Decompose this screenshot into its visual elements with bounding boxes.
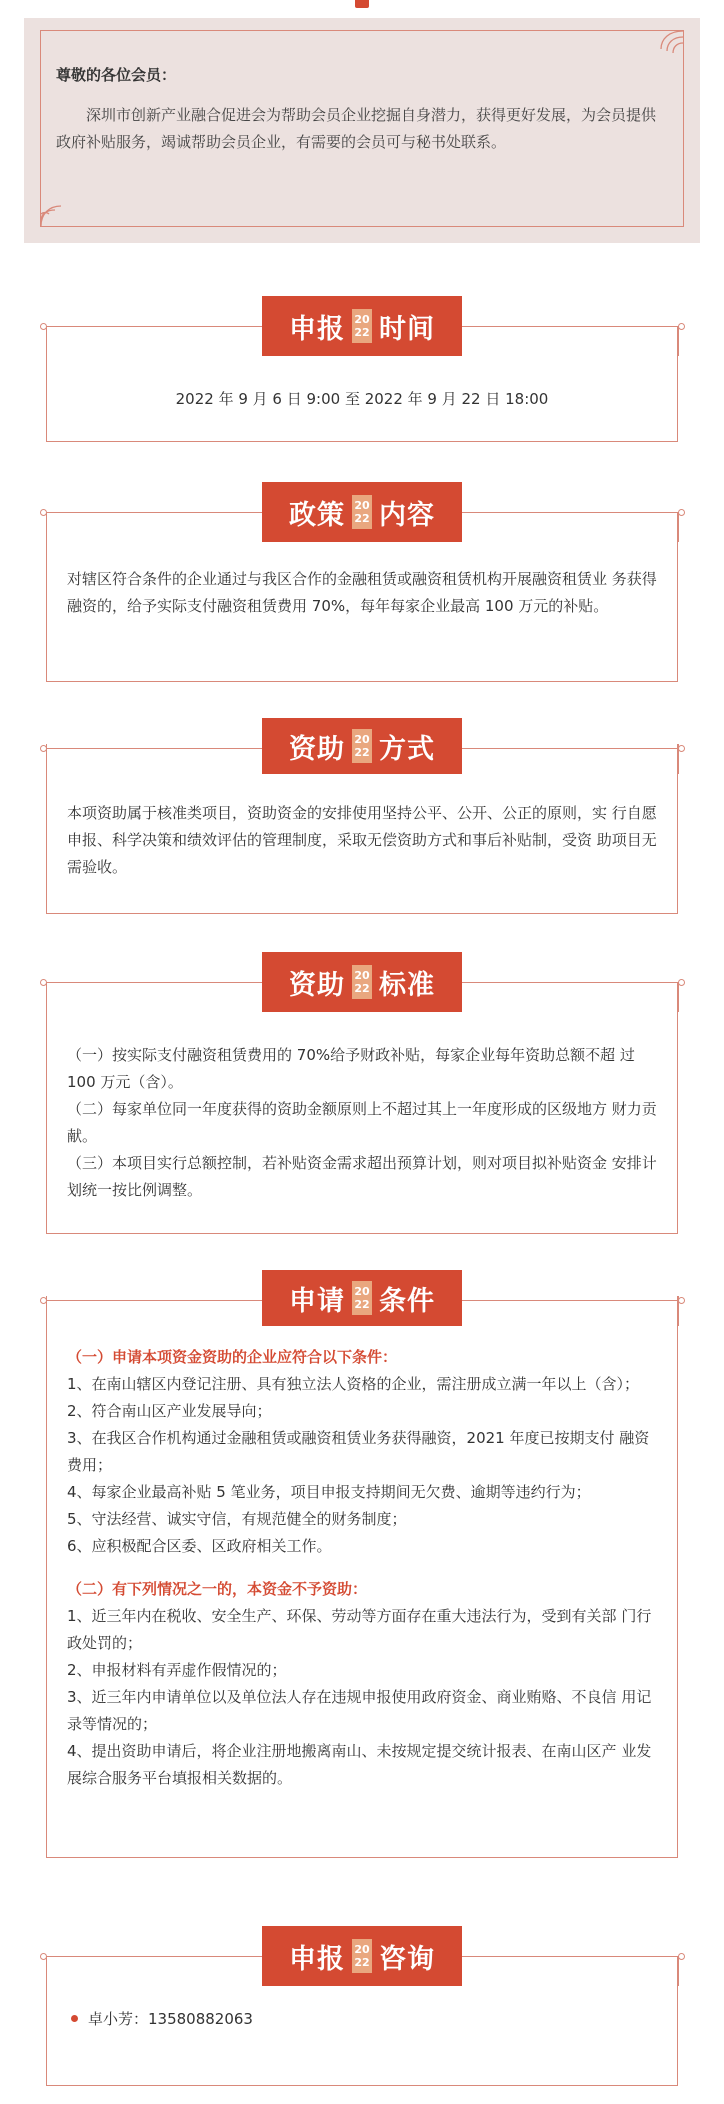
contact-text: 卓小芳：13580882063 xyxy=(88,2010,253,2028)
section-title-right: 标准 xyxy=(379,969,435,1001)
header-line xyxy=(462,326,678,327)
standard-item: （三）本项目实行总额控制，若补贴资金需求超出预算计划，则对项目拟补贴资金 安排计划统一按比例调整。 xyxy=(67,1154,657,1199)
header-line xyxy=(462,982,678,983)
apply-time-text: 2022 年 9 月 6 日 9:00 至 2022 年 9 月 22 日 18:00 xyxy=(175,390,549,408)
top-badge xyxy=(355,0,369,8)
section-title-left: 资助 xyxy=(289,969,345,1001)
year-tile: 20 22 xyxy=(352,965,372,999)
section-box xyxy=(46,1012,678,1234)
section-title-left: 申报 xyxy=(289,313,345,345)
method-text: 本项资助属于核准类项目，资助资金的安排使用坚持公平、公开、公正的原则，实 行自愿申报、科学决策和绩效评估的管理制度，采取无偿资助方式和事后补贴制，受资 助项目无需验收。 xyxy=(67,804,657,876)
condition-item: 4、每家企业最高补贴 5 笔业务，项目申报支持期间无欠费、逾期等违约行为； xyxy=(67,1483,591,1501)
header-line xyxy=(462,748,678,749)
condition-item: 4、提出资助申请后，将企业注册地搬离南山、未按规定提交统计报表、在南山区产 业发展综合服务平台填报相关数据的。 xyxy=(67,1742,652,1787)
conditions-group-title: （二）有下列情况之一的，本资金不予资助： xyxy=(67,1580,368,1598)
section-title-left: 申报 xyxy=(289,1943,345,1975)
header-dot-icon xyxy=(678,745,685,752)
section-box xyxy=(46,356,678,442)
header-dot-icon xyxy=(678,1297,685,1304)
year-tile: 20 22 xyxy=(352,309,372,343)
section-title-badge xyxy=(262,1926,462,1986)
condition-item: 3、在我区合作机构通过金融租赁或融资租赁业务获得融资，2021 年度已按期支付 融资费用； xyxy=(67,1429,650,1474)
conditions-group-title: （一）申请本项资金资助的企业应符合以下条件： xyxy=(67,1348,398,1366)
section-box xyxy=(46,774,678,914)
swirl-ornament-icon xyxy=(655,29,685,59)
year-tile: 20 22 xyxy=(352,1281,372,1315)
condition-item: 2、符合南山区产业发展导向； xyxy=(67,1402,272,1420)
section-title-left: 政策 xyxy=(289,499,345,531)
section-title-left: 申请 xyxy=(289,1285,345,1317)
header-line xyxy=(46,982,262,983)
swirl-ornament-icon xyxy=(39,198,69,228)
header-line xyxy=(46,512,262,513)
section-box xyxy=(46,542,678,682)
header-line xyxy=(462,512,678,513)
header-dot-icon xyxy=(678,323,685,330)
section-box xyxy=(46,1326,678,1858)
section-title-badge xyxy=(262,1270,462,1326)
header-line xyxy=(46,1300,262,1301)
section-title-badge xyxy=(262,718,462,774)
bullet-dot-icon xyxy=(71,2015,78,2022)
section-title-left: 资助 xyxy=(289,733,345,765)
section-box xyxy=(46,1986,678,2086)
condition-item: 2、申报材料有弄虚作假情况的； xyxy=(67,1661,287,1679)
condition-item: 1、近三年内在税收、安全生产、环保、劳动等方面存在重大违法行为，受到有关部 门行政处罚的； xyxy=(67,1607,652,1652)
policy-text: 对辖区符合条件的企业通过与我区合作的金融租赁或融资租赁机构开展融资租赁业 务获得融资的，给予实际支付融资租赁费用 70%，每年每家企业最高 100 万元的补贴。 xyxy=(67,570,657,615)
section-title-badge xyxy=(262,952,462,1012)
condition-item: 1、在南山辖区内登记注册、具有独立法人资格的企业，需注册成立满一年以上（含）； xyxy=(67,1375,640,1393)
standard-item: （二）每家单位同一年度获得的资助金额原则上不超过其上一年度形成的区级地方 财力贡献。 xyxy=(67,1100,657,1145)
standard-list xyxy=(47,1012,677,1204)
header-dot-icon xyxy=(678,1953,685,1960)
header-dot-icon xyxy=(678,509,685,516)
header-dot-icon xyxy=(678,979,685,986)
section-title-right: 条件 xyxy=(379,1285,435,1317)
section-title-right: 内容 xyxy=(379,499,435,531)
section-title-right: 方式 xyxy=(379,733,435,765)
year-tile: 20 22 xyxy=(352,495,372,529)
header-line xyxy=(46,1956,262,1957)
intro-salutation: 尊敬的各位会员： xyxy=(56,66,177,84)
conditions-list xyxy=(47,1326,677,1792)
section-title-right: 咨询 xyxy=(379,1943,435,1975)
header-line xyxy=(462,1956,678,1957)
header-line xyxy=(46,748,262,749)
year-tile: 20 22 xyxy=(352,729,372,763)
condition-item: 3、近三年内申请单位以及单位法人存在违规申报使用政府资金、商业贿赂、不良信 用记录等情况的； xyxy=(67,1688,652,1733)
condition-item: 5、守法经营、诚实守信，有规范健全的财务制度； xyxy=(67,1510,407,1528)
section-title-badge xyxy=(262,296,462,356)
condition-item: 6、应积极配合区委、区政府相关工作。 xyxy=(67,1537,332,1555)
section-title-right: 时间 xyxy=(379,313,435,345)
standard-item: （一）按实际支付融资租赁费用的 70%给予财政补贴，每家企业每年资助总额不超 过 100 万元（含）。 xyxy=(67,1046,635,1091)
intro-card xyxy=(24,18,700,243)
intro-body: 深圳市创新产业融合促进会为帮助会员企业挖掘自身潜力，获得更好发展，为会员提供政府补贴服务，竭诚帮助会员企业，有需要的会员可与秘书处联系。 xyxy=(56,106,657,151)
year-tile: 20 22 xyxy=(352,1939,372,1973)
section-title-badge xyxy=(262,482,462,542)
contact-row xyxy=(47,1986,677,2029)
header-line xyxy=(462,1300,678,1301)
header-line xyxy=(46,326,262,327)
